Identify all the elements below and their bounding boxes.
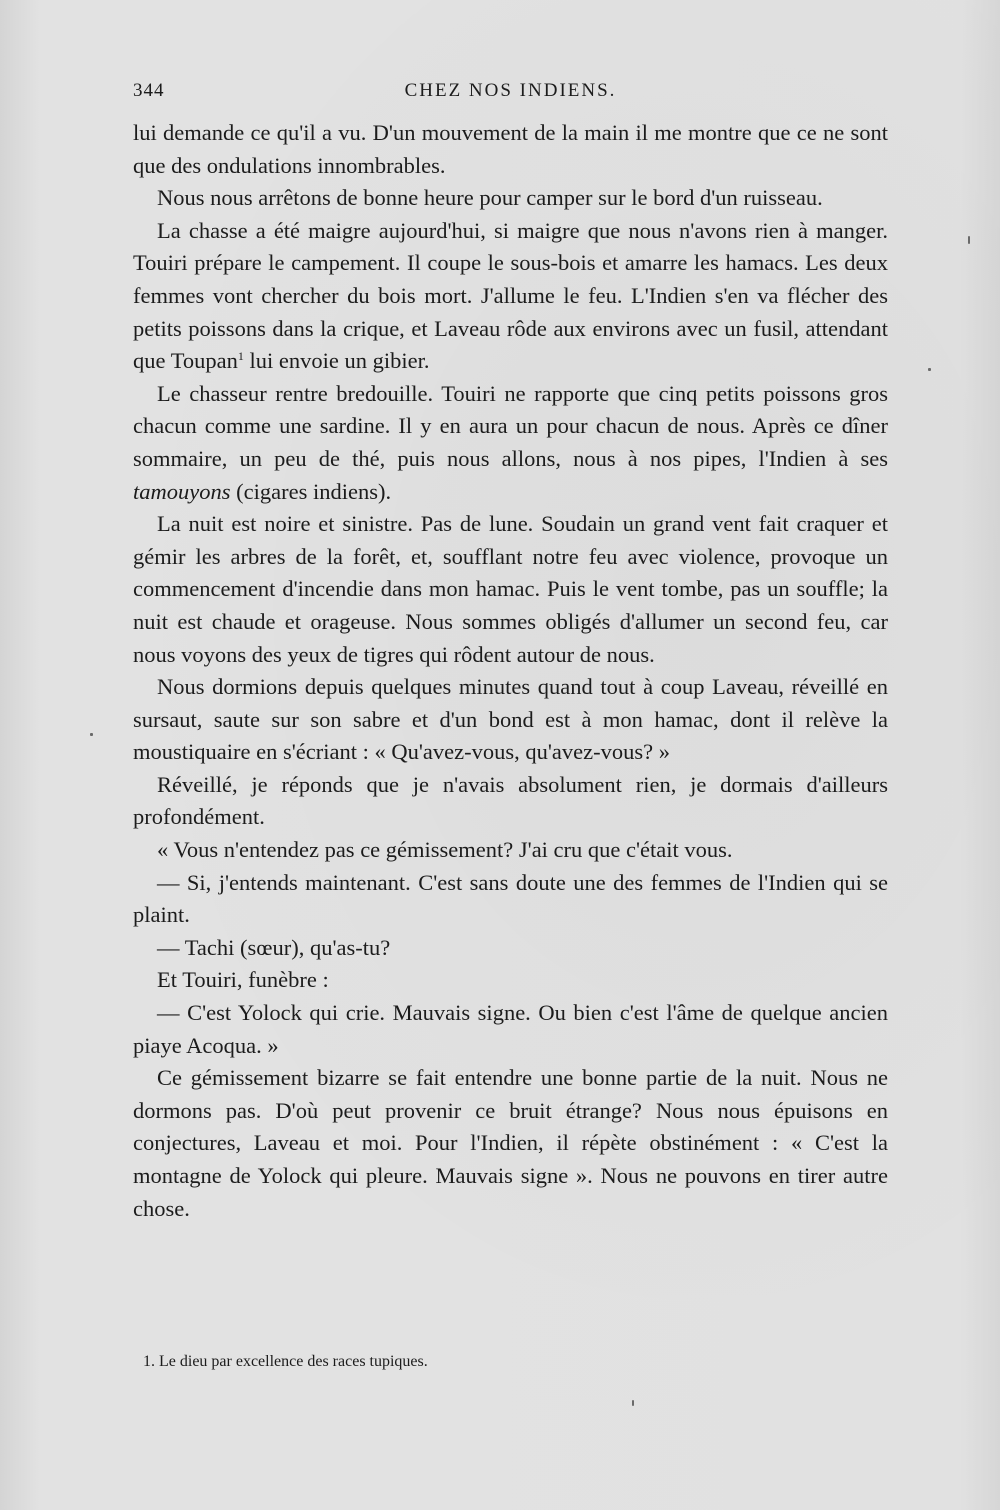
paragraph: — C'est Yolock qui crie. Mauvais signe. Ou bien c'est l'âme de quelque ancien piaye Acoqua. » (133, 1000, 888, 1058)
paragraph: Ce gémissement bizarre se fait entendre une bonne partie de la nuit. Nous ne dormons pas. D'où peut provenir ce bruit étrange? Nous nous épuisons en conjectures, Laveau et moi. Pour l'Indien, il répète obstinément : « C'est la montagne de Yolock qui pleure. Mauvais signe ». Nous ne pouvons en tirer autre chose. (133, 1065, 888, 1221)
paragraph: Réveillé, je réponds que je n'avais absolument rien, je dormais d'ailleurs profondément. (133, 771, 888, 830)
italic-term: tamouyons (133, 478, 231, 504)
paragraph-text: lui envoie un gibier. (243, 348, 430, 374)
body-text (133, 117, 888, 1225)
paragraph: — Si, j'entends maintenant. C'est sans doute une des femmes de l'Indien qui se plaint. (133, 869, 888, 928)
scan-speck (632, 1400, 634, 1406)
paragraph-text: (cigares indiens). (230, 478, 392, 504)
paragraph: Nous dormions depuis quelques minutes quand tout à coup Laveau, réveillé en sursaut, saute sur son sabre et d'un bond est à mon hamac, dont il relève la moustiquaire en s'écriant : « Qu'avez-vous, qu'avez-vous? » (133, 674, 888, 765)
paragraph: « Vous n'entendez pas ce gémissement? J'ai cru que c'était vous. (157, 837, 733, 863)
paragraph: lui demande ce qu'il a vu. D'un mouvement de la main il me montre que ce ne sont que des ondulations innombrables. (133, 120, 888, 178)
scan-speck (90, 733, 93, 736)
footnote-reference[interactable]: 1 (237, 349, 244, 364)
scan-speck (928, 368, 931, 371)
footnote-number: 1. (143, 1353, 155, 1370)
paragraph (133, 378, 888, 508)
footnote-text: Le dieu par excellence des races tupiques. (159, 1353, 428, 1370)
paragraph: Nous nous arrêtons de bonne heure pour camper sur le bord d'un ruisseau. (157, 185, 823, 211)
paragraph: La nuit est noire et sinistre. Pas de lune. Soudain un grand vent fait craquer et gémir les arbres de la forêt, et, soufflant notre feu avec violence, provoque un commencement d'incendie dans mon hamac. Puis le vent tombe, pas un souffle; la nuit est chaude et orageuse. Nous sommes obligés d'allumer un second feu, car nous voyons des yeux de tigres qui rôdent autour de nous. (133, 511, 888, 667)
paragraph: — Tachi (sœur), qu'as-tu? (157, 934, 391, 960)
paragraph-text: La chasse a été maigre aujourd'hui, si maigre que nous n'avons rien à manger. Touiri prépare le campement. Il coupe le sous-bois et amarre les hamacs. Les deux femmes vont chercher du bois mort. J'allume le feu. L'Indien s'en va flécher des petits poissons dans la crique, et Laveau rôde aux environs avec un fusil, attendant que Toupan (133, 217, 888, 374)
footnote (143, 1351, 883, 1373)
paragraph (133, 215, 888, 378)
scan-speck (968, 236, 970, 244)
running-title: CHEZ NOS INDIENS. (404, 80, 617, 101)
paragraph-text: Le chasseur rentre bredouille. Touiri ne rapporte que cinq petits poissons gros chacun comme une sardine. Il y en aura un pour chacun de nous. Après ce dîner sommaire, un peu de thé, puis nous allons, nous à nos pipes, l'Indien à ses (133, 380, 888, 471)
running-header (133, 80, 888, 106)
paragraph: Et Touiri, funèbre : (157, 967, 329, 993)
page-number: 344 (133, 80, 165, 101)
